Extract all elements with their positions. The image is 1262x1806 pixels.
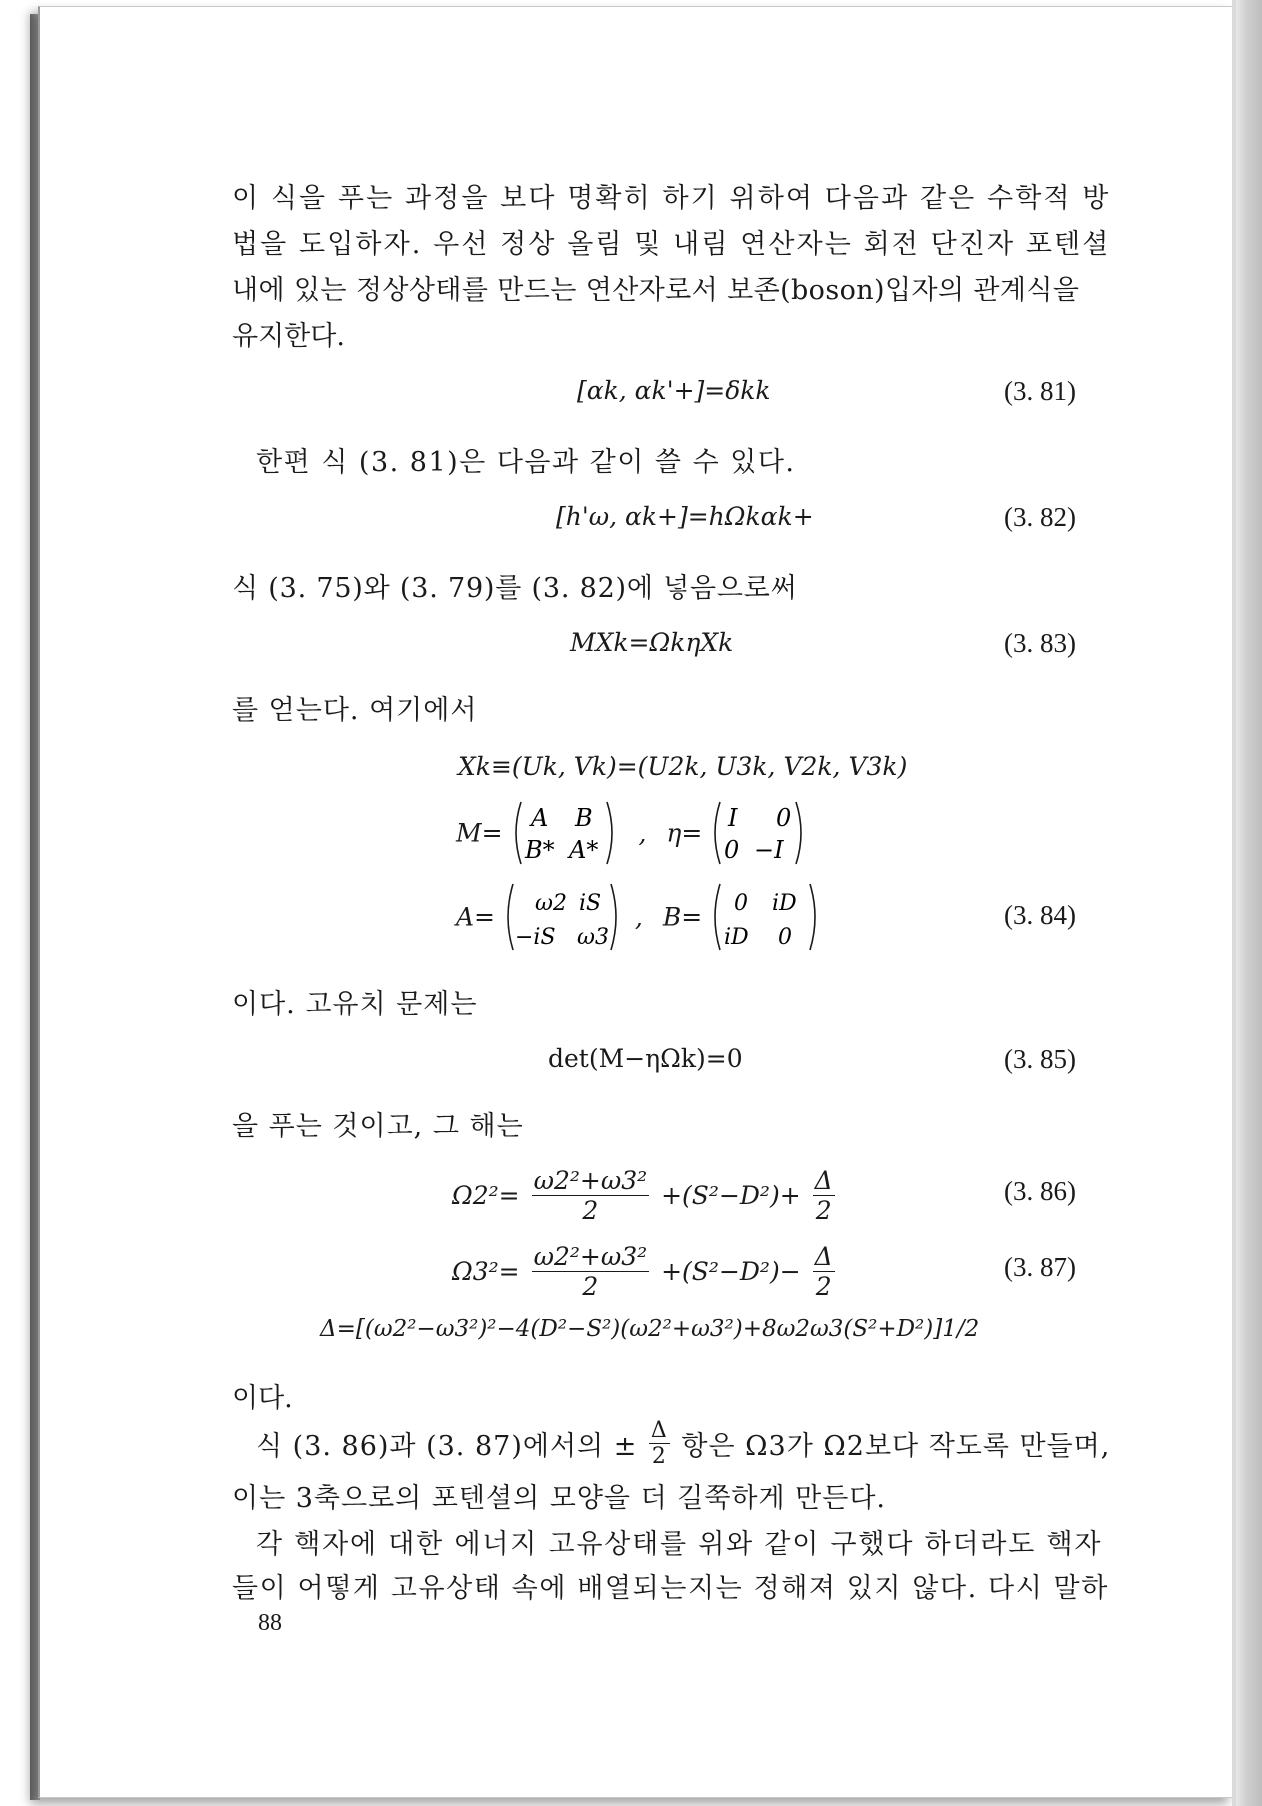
m-entry-a: A xyxy=(530,804,548,832)
para2-line-1-a: 식 (3. 86)과 (3. 87)에서의 ± xyxy=(256,1431,638,1462)
text-after-3-84: 이다. 고유치 문제는 xyxy=(232,989,478,1020)
b-entry-12: iD xyxy=(772,891,797,916)
eq-3-87-delta-denominator: 2 xyxy=(815,1272,832,1301)
a-entry-11: ω2 xyxy=(534,891,567,916)
eta-entry-12: 0 xyxy=(776,804,792,832)
equation-3-82 xyxy=(556,502,814,531)
equation-number-3-85: (3. 85) xyxy=(1004,1044,1076,1074)
equation-number-3-87: (3. 87) xyxy=(1004,1252,1076,1282)
eta-entry-22: −I xyxy=(754,836,784,864)
text-after-3-85: 을 푸는 것이고, 그 해는 xyxy=(232,1111,524,1142)
equation-number-3-84: (3. 84) xyxy=(1004,900,1076,930)
m-entry-bs: B* xyxy=(524,836,555,864)
intro-line-3: 내에 있는 정상상태를 만드는 연산자로서 보존(boson)입자의 관계식을 xyxy=(232,275,1080,306)
a-entry-22: ω3 xyxy=(576,925,609,950)
text-after-3-83: 를 얻는다. 여기에서 xyxy=(232,695,478,726)
equation-number-3-81: (3. 81) xyxy=(1004,376,1076,406)
eta-entry-21: 0 xyxy=(724,836,740,864)
equation-3-86 xyxy=(452,1166,839,1228)
eq-3-86-delta-numerator: Δ xyxy=(814,1166,833,1195)
text-after-delta: 이다. xyxy=(232,1383,293,1414)
eq-3-87-denominator: 2 xyxy=(582,1272,599,1301)
equation-3-84-m-eta: M= A B B* A* , η= I 0 0 −I xyxy=(456,800,806,866)
eq-3-86-delta-fraction xyxy=(813,1166,835,1225)
intro-line-2: 법을 도입하자. 우선 정상 올림 및 내림 연산자는 회전 단진자 포텐셜 xyxy=(232,229,1111,260)
para2-line-1 xyxy=(256,1418,1110,1468)
para3-line-2: 들이 어떻게 고유상태 속에 배열되는지는 정해져 있지 않다. 다시 말하 xyxy=(232,1573,1109,1604)
equation-3-84-a-b: A= ω2 iS −iS ω3 , B= 0 iD iD 0 xyxy=(456,882,820,952)
matrix-eta xyxy=(710,800,806,866)
eq-3-87-middle: +(S²−D²)− xyxy=(661,1257,801,1286)
equation-3-83 xyxy=(570,628,733,657)
page-number: 88 xyxy=(258,1610,282,1636)
equation-3-84-x-definition: Xk≡(Uk, Vk)=(U2k, U3k, V2k, V3k) xyxy=(458,752,908,781)
m-entry-b: B xyxy=(574,804,593,832)
b-entry-11: 0 xyxy=(734,891,749,916)
eq-3-87-delta-numerator: Δ xyxy=(814,1242,833,1271)
equation-3-83-formula: MXk=ΩkηXk xyxy=(570,628,734,657)
equation-3-87 xyxy=(452,1242,839,1304)
book-right-edge xyxy=(1236,0,1262,1806)
b-entry-22: 0 xyxy=(778,925,793,950)
matrix-a xyxy=(503,882,621,952)
equation-3-81 xyxy=(577,376,771,405)
eq-3-87-numerator: ω2²+ω3² xyxy=(533,1242,648,1271)
equation-number-3-82: (3. 82) xyxy=(1004,502,1076,532)
b-label: B= xyxy=(662,902,703,932)
eq-3-86-fraction xyxy=(532,1166,650,1225)
eta-entry-11: I xyxy=(728,804,738,832)
equation-number-3-83: (3. 83) xyxy=(1004,628,1076,658)
para2-frac-num: Δ xyxy=(650,1418,668,1443)
para2-delta-fraction xyxy=(649,1418,670,1469)
text-after-3-81: 한편 식 (3. 81)은 다음과 같이 쓸 수 있다. xyxy=(256,447,796,478)
equation-3-85 xyxy=(548,1044,743,1073)
text-after-3-82: 식 (3. 75)와 (3. 79)를 (3. 82)에 넣음으로써 xyxy=(232,573,798,604)
eq-3-87-delta-fraction xyxy=(813,1242,835,1301)
matrix-m xyxy=(511,800,617,866)
a-entry-21: −iS xyxy=(514,925,556,950)
eq-3-86-lhs: Ω2²= xyxy=(452,1181,520,1210)
equation-3-81-formula: [αk, αk'+]=δkk xyxy=(577,376,771,405)
equation-number-3-86: (3. 86) xyxy=(1004,1176,1076,1206)
equation-delta: Δ=[(ω2²−ω3²)²−4(D²−S²)(ω2²+ω3²)+8ω2ω3(S²+D²)]1/2 xyxy=(320,1316,980,1342)
eta-label: η= xyxy=(666,818,703,848)
eq-3-86-middle: +(S²−D²)+ xyxy=(661,1181,801,1210)
intro-line-4: 유지한다. xyxy=(232,321,345,352)
eq-3-86-numerator: ω2²+ω3² xyxy=(533,1166,648,1195)
b-entry-21: iD xyxy=(724,925,749,950)
para2-line-2: 이는 3축으로의 포텐셜의 모양을 더 길쭉하게 만든다. xyxy=(232,1483,886,1514)
m-entry-as: A* xyxy=(568,836,598,864)
intro-line-1: 이 식을 푸는 과정을 보다 명확히 하기 위하여 다음과 같은 수학적 방 xyxy=(232,183,1111,214)
a-label: A= xyxy=(456,902,496,932)
m-label: M= xyxy=(456,818,503,848)
eq-3-87-lhs: Ω3²= xyxy=(452,1257,520,1286)
para3-line-1: 각 핵자에 대한 에너지 고유상태를 위와 같이 구했다 하더라도 핵자 xyxy=(256,1529,1103,1560)
equation-3-85-formula: det(M−ηΩk)=0 xyxy=(548,1044,743,1073)
a-entry-12: iS xyxy=(578,891,602,916)
eq-3-86-delta-denominator: 2 xyxy=(815,1196,832,1225)
matrix-b xyxy=(710,882,820,952)
para2-frac-den: 2 xyxy=(651,1444,667,1469)
para2-line-1-b: 항은 Ω3가 Ω2보다 작도록 만들며, xyxy=(681,1431,1111,1462)
equation-3-82-formula: [h'ω, αk+]=hΩkαk+ xyxy=(556,502,814,531)
eq-3-87-fraction xyxy=(532,1242,650,1301)
eq-3-86-denominator: 2 xyxy=(582,1196,599,1225)
